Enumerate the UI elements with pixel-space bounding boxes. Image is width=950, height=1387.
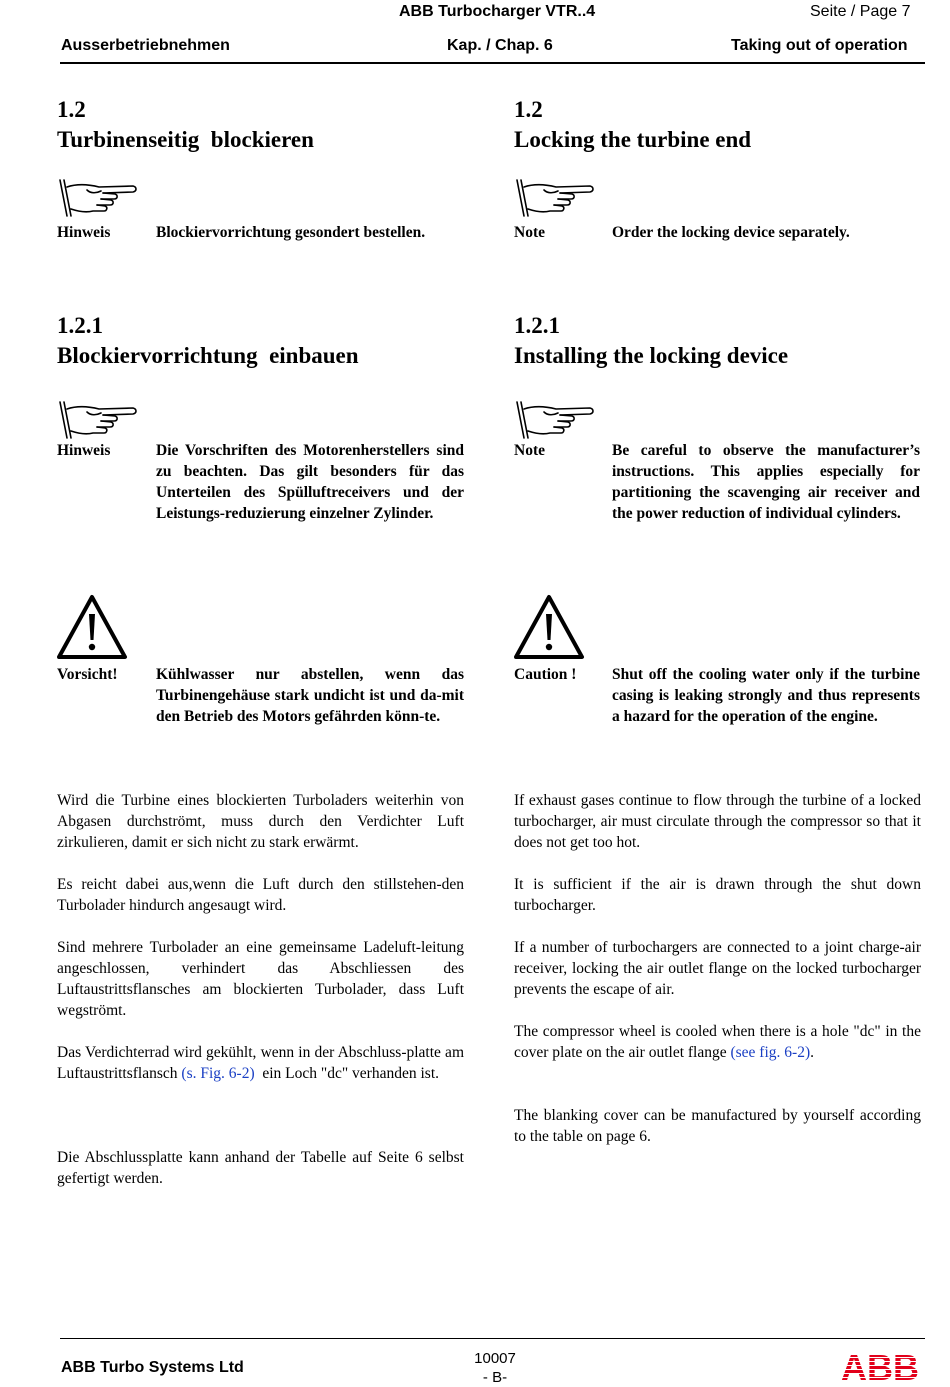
caution-label: Caution ! [514,666,577,683]
paragraph-de-4 [57,1042,464,1084]
section-number: 1.2.1 [514,313,560,338]
paragraph-de-3: Sind mehrere Turbolader an eine gemeinsame Ladeluft-leitung angeschlossen, verhindert das Abschliessen des Luftaustrittsflansches am blockierten Turbolader, dass Luft wegströmt. [57,939,464,1019]
section-number: 1.2 [57,97,86,122]
section-title: Turbinenseitig blockieren [57,127,314,152]
paragraph-de-5: Die Abschlussplatte kann anhand der Tabelle auf Seite 6 selbst gefertigt werden. [57,1149,464,1187]
section-number: 1.2 [514,97,543,122]
header-chapter: Kap. / Chap. 6 [447,37,553,54]
header-rule [60,62,925,64]
paragraph-en-2: It is sufficient if the air is drawn through the shut down turbocharger. [514,876,921,914]
section-1-2-heading-de [57,95,464,155]
section-title: Blockiervorrichtung einbauen [57,343,359,368]
pointing-hand-icon [514,178,594,218]
warning-triangle-icon [513,594,585,660]
doc-number: 10007 [474,1350,516,1367]
paragraph-en-5: The blanking cover can be manufactured by yourself according to the table on page 6. [514,1107,921,1145]
note-label: Note [514,442,545,459]
warning-triangle-icon [56,594,128,660]
note-text: Order the locking device separately. [612,224,850,241]
pointing-hand-icon [57,400,137,440]
revision: - B- [482,1369,508,1386]
section-title: Installing the locking device [514,343,789,368]
paragraph-text: Das Verdichterrad wird gekühlt, wenn in der Abschluss-platte am Luftaustrittsflansch [57,1044,464,1082]
figure-reference-link[interactable]: (see fig. 6-2) [730,1044,811,1061]
section-title: Locking the turbine end [514,127,752,152]
caution-label: Vorsicht! [57,666,118,683]
caution-text: Shut off the cooling water only if the turbine casing is leaking strongly and thus represents a hazard for the operation of the engine. [612,666,920,725]
pointing-hand-icon [57,178,137,218]
note-label: Hinweis [57,224,111,241]
paragraph-en-3: If a number of turbochargers are connected to a joint charge-air receiver, locking the air outlet flange on the locked turbocharger prevents the escape of air. [514,939,921,998]
paragraph-en-1: If exhaust gases continue to flow through the turbine of a locked turbocharger, air must circulate through the compressor so that it does not get too hot. [514,792,921,851]
paragraph-de-1: Wird die Turbine eines blockierten Turboladers weiterhin von Abgasen durchströmt, muss durch den Verdichter Luft zirkulieren, damit er sich nicht zu stark erwärmt. [57,792,464,851]
paragraph-text: . [810,1044,814,1061]
paragraph-text: The compressor wheel is cooled when there is a hole "dc" in the cover plate on the air outlet flange [514,1023,921,1061]
section-1-2-1-heading-de [57,311,464,371]
footer-rule [60,1338,925,1339]
section-number: 1.2.1 [57,313,103,338]
note-text: Die Vorschriften des Motorenherstellers sind zu beachten. Das gilt besonders für das Unterteilen des Spülluftreceivers und der Leistungs-reduzierung einzelner Zylinder. [156,442,464,522]
note-label: Hinweis [57,442,111,459]
paragraph-en-4 [514,1021,921,1063]
section-1-2-heading-en [514,95,921,155]
note-label: Note [514,224,545,241]
note-text: Blockiervorrichtung gesondert bestellen. [156,224,426,241]
pointing-hand-icon [514,400,594,440]
page-number: Seite / Page 7 [810,3,911,20]
document-number [455,1349,535,1387]
header-section-en: Taking out of operation [731,37,908,54]
abb-logo [840,1350,920,1382]
caution-text: Kühlwasser nur abstellen, wenn das Turbinengehäuse stark undicht ist und da-mit den Betrieb des Motors gefährden könn-te. [156,666,464,725]
paragraph-de-2: Es reicht dabei aus,wenn die Luft durch den stillstehen-den Turbolader hindurch angesaugt wird. [57,876,464,914]
figure-reference-link[interactable]: (s. Fig. 6-2) [181,1065,255,1082]
logo-text: ABB [841,1350,919,1382]
note-text: Be careful to observe the manufacturer’s instructions. This applies especially for partitioning the scavenging air receiver and the power reduction of individual cylinders. [612,442,920,522]
document-title: ABB Turbocharger VTR..4 [399,3,596,20]
section-1-2-1-heading-en [514,311,921,371]
paragraph-text: ein Loch "dc" verhanden ist. [254,1065,439,1082]
company-name: ABB Turbo Systems Ltd [61,1359,244,1376]
header-section-de: Ausserbetriebnehmen [61,37,230,54]
